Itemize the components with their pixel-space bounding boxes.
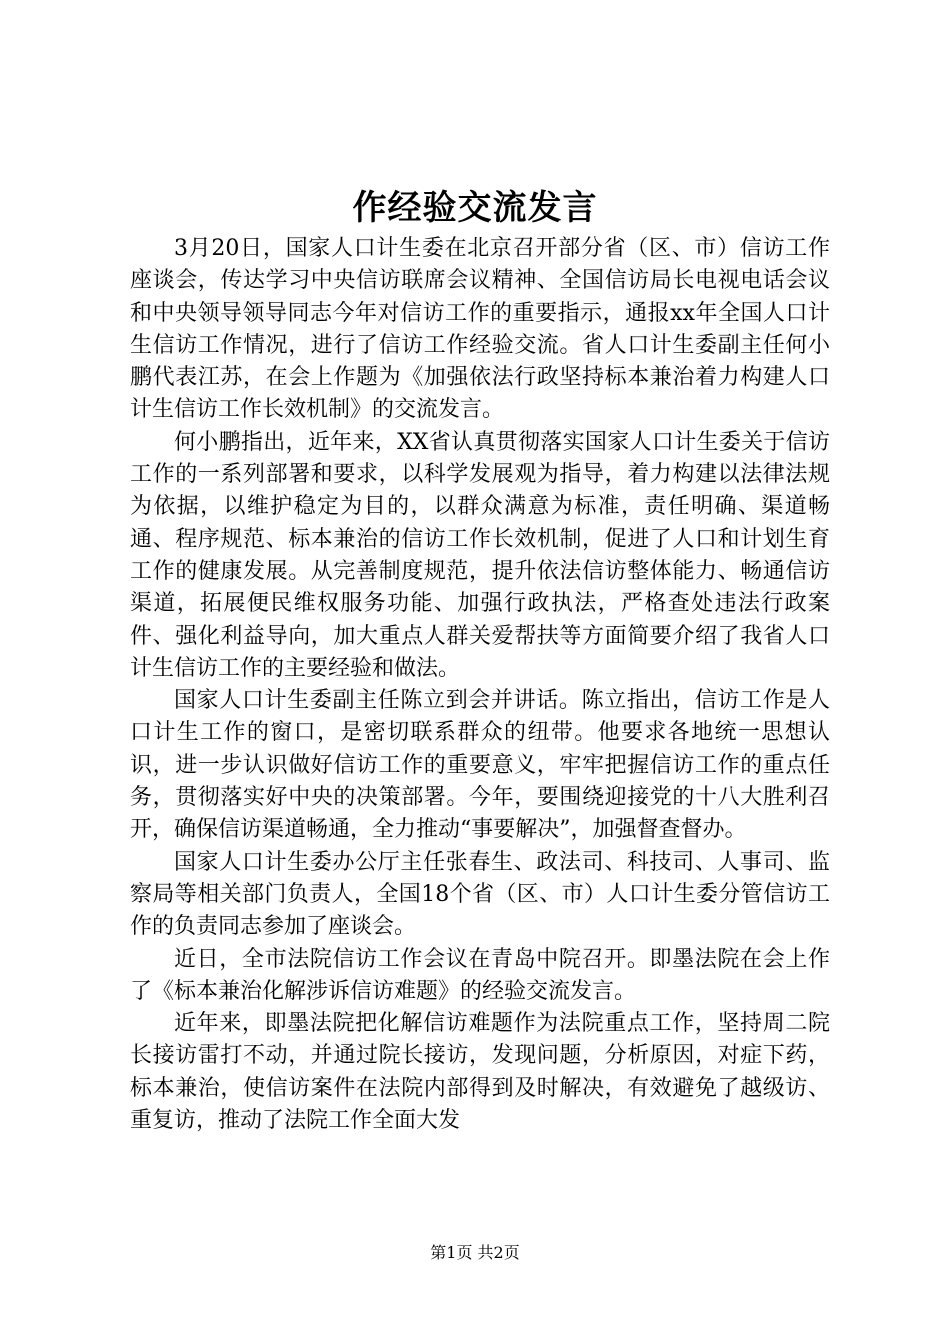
document-body	[130, 233, 830, 1137]
paragraph: 国家人口计生委办公厅主任张春生、政法司、科技司、人事司、监察局等相关部门负责人，全国18个省（区、市）人口计生委分管信访工作的负责同志参加了座谈会。	[130, 849, 830, 940]
paragraph: 3月20日，国家人口计生委在北京召开部分省（区、市）信访工作座谈会，传达学习中央信访联席会议精神、全国信访局长电视电话会议和中央领导领导同志今年对信访工作的重要指示，通报xx年全国人口计生信访工作情况，进行了信访工作经验交流。省人口计生委副主任何小鹏代表江苏，在会上作题为《加强依法行政坚持标本兼治着力构建人口计生信访工作长效机制》的交流发言。	[130, 236, 830, 423]
paragraph: 近日，全市法院信访工作会议在青岛中院召开。即墨法院在会上作了《标本兼治化解涉诉信访难题》的经验交流发言。	[130, 946, 830, 1004]
paragraph: 何小鹏指出，近年来，XX省认真贯彻落实国家人口计生委关于信访工作的一系列部署和要求，以科学发展观为指导，着力构建以法律法规为依据，以维护稳定为目的，以群众满意为标准，责任明确、渠道畅通、程序规范、标本兼治的信访工作长效机制，促进了人口和计划生育工作的健康发展。从完善制度规范，提升依法信访整体能力、畅通信访渠道，拓展便民维权服务功能、加强行政执法，严格查处违法行政案件、强化利益导向，加大重点人群关爱帮扶等方面简要介绍了我省人口计生信访工作的主要经验和做法。	[130, 429, 830, 681]
paragraph: 国家人口计生委副主任陈立到会并讲话。陈立指出，信访工作是人口计生工作的窗口，是密切联系群众的纽带。他要求各地统一思想认识，进一步认识做好信访工作的重要意义，牢牢把握信访工作的重点任务，贯彻落实好中央的决策部署。今年，要围绕迎接党的十八大胜利召开，确保信访渠道畅通，全力推动“事要解决”，加强督查督办。	[130, 688, 830, 843]
page-number-footer: 第1页 共2页	[430, 1243, 520, 1262]
paragraph: 近年来，即墨法院把化解信访难题作为法院重点工作，坚持周二院长接访雷打不动，并通过院长接访，发现问题，分析原因，对症下药，标本兼治，使信访案件在法院内部得到及时解决，有效避免了越级访、重复访，推动了法院工作全面大发	[130, 1011, 830, 1134]
document-title: 作经验交流发言	[352, 188, 598, 228]
